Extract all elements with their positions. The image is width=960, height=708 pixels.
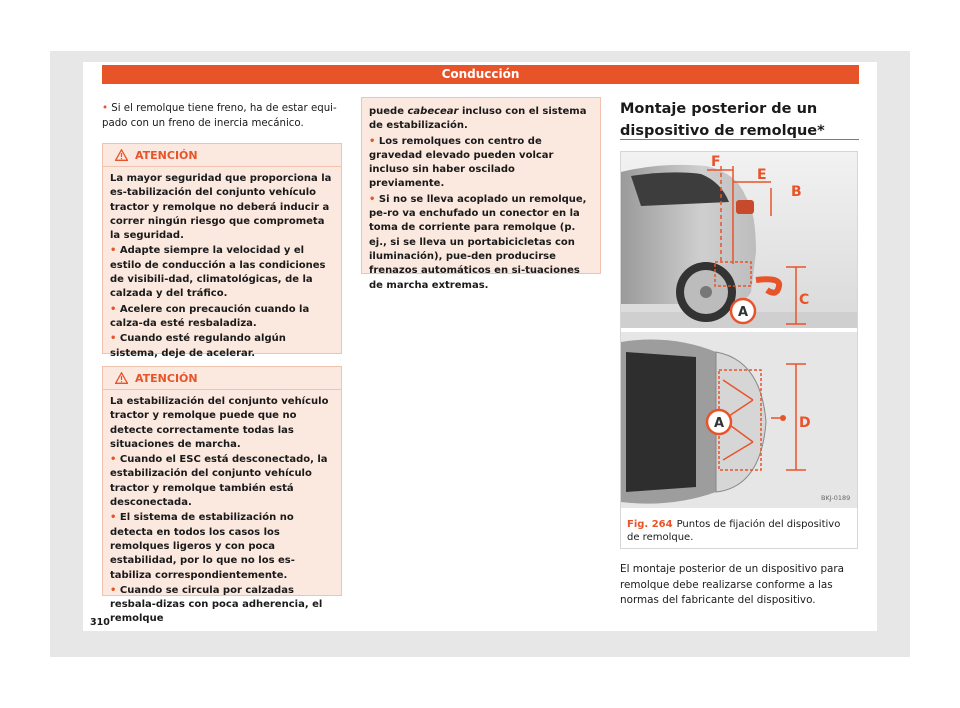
warning-box-1 [102,143,342,359]
warning-title-text-2: ATENCIÓN [135,371,198,385]
body-paragraph: El montaje posterior de un dispositivo para remolque debe realizarse conforme a las normas del fabricante del dispositivo. [620,563,845,606]
warning-bullet: • Cuando se circula por calzadas resbala-dizas con poca adherencia, el remolque [110,584,323,625]
warning-bullet: • Cuando el ESC está desconectado, la estabilización del conjunto vehículo tractor y remolque también está desconectada. [110,454,328,509]
figure-label-b: B [791,184,802,200]
warning-box-continued [361,97,601,291]
figure-caption-text: Puntos de fijación del dispositivo de remolque. [627,519,841,543]
warning-lead-continued: puede cabecear incluso con el sistema de estabilización. [369,106,587,132]
warning-bullet: • Acelere con precaución cuando la calza-da esté resbaladiza. [110,303,310,329]
figure-label-a: A [738,305,749,320]
warning-bullet: • Cuando esté regulando algún sistema, deje de acelerar. [110,333,286,359]
bullet-icon: • [102,103,109,114]
figure-code: BKJ-0189 [821,494,851,502]
intro-paragraph [102,101,342,131]
figure-label-f: F [711,154,721,170]
warning-bullet: • Si no se lleva acoplado un remolque, pe-ro va enchufado un conector en la toma de corriente para remolque (p. ej., si se lleva un portabicicletas con iluminación), pue-den producirse frenazos automáticos en si-tuaciones de marcha extremas. [369,193,587,291]
intro-text: Si el remolque tiene freno, ha de estar equi-pado con un freno de inercia mecánico. [102,103,337,129]
warning-lead-1: La mayor seguridad que proporciona la es-tabilización del conjunto vehículo tractor y remolque no deberá inducir a correr ningún riesgo que comprometa la seguridad. [110,173,332,242]
page-number: 310 [90,617,110,628]
warning-title-1 [103,144,341,167]
warning-bullet: • El sistema de estabilización no detecta en todos los casos los remolques ligeros y con poca estabilidad, por lo que no los es-tabiliza correspondientemente. [110,512,295,581]
warning-title-2 [103,367,341,390]
figure-label-c: C [799,292,810,308]
figure-illustration [621,152,857,508]
figure-label-a-2: A [714,416,725,431]
warning-bullet: • Adapte siempre la velocidad y el estilo de conducción a las condiciones de visibili-dad, climatológicas, de la calzada y del tráfico. [110,245,326,300]
section-title: Montaje posterior de un dispositivo de remolque* [620,101,825,139]
figure-caption [627,518,855,544]
figure-label-d: D [799,415,811,431]
section-rule [620,139,859,140]
figure-label-e: E [757,167,767,183]
chapter-header: Conducción [102,65,859,84]
figure-caption-label: Fig. 264 [627,519,673,530]
warning-triangle-icon [115,372,128,384]
warning-bullet: • Los remolques con centro de gravedad elevado pueden volcar incluso sin haber oscilado previamente. [369,135,554,190]
warning-lead-2: La estabilización del conjunto vehículo tractor y remolque puede que no detecte correctamente todas las situaciones de marcha. [110,396,329,450]
warning-triangle-icon [115,149,128,161]
warning-title-text-1: ATENCIÓN [135,148,198,162]
warning-box-2 [102,366,342,625]
